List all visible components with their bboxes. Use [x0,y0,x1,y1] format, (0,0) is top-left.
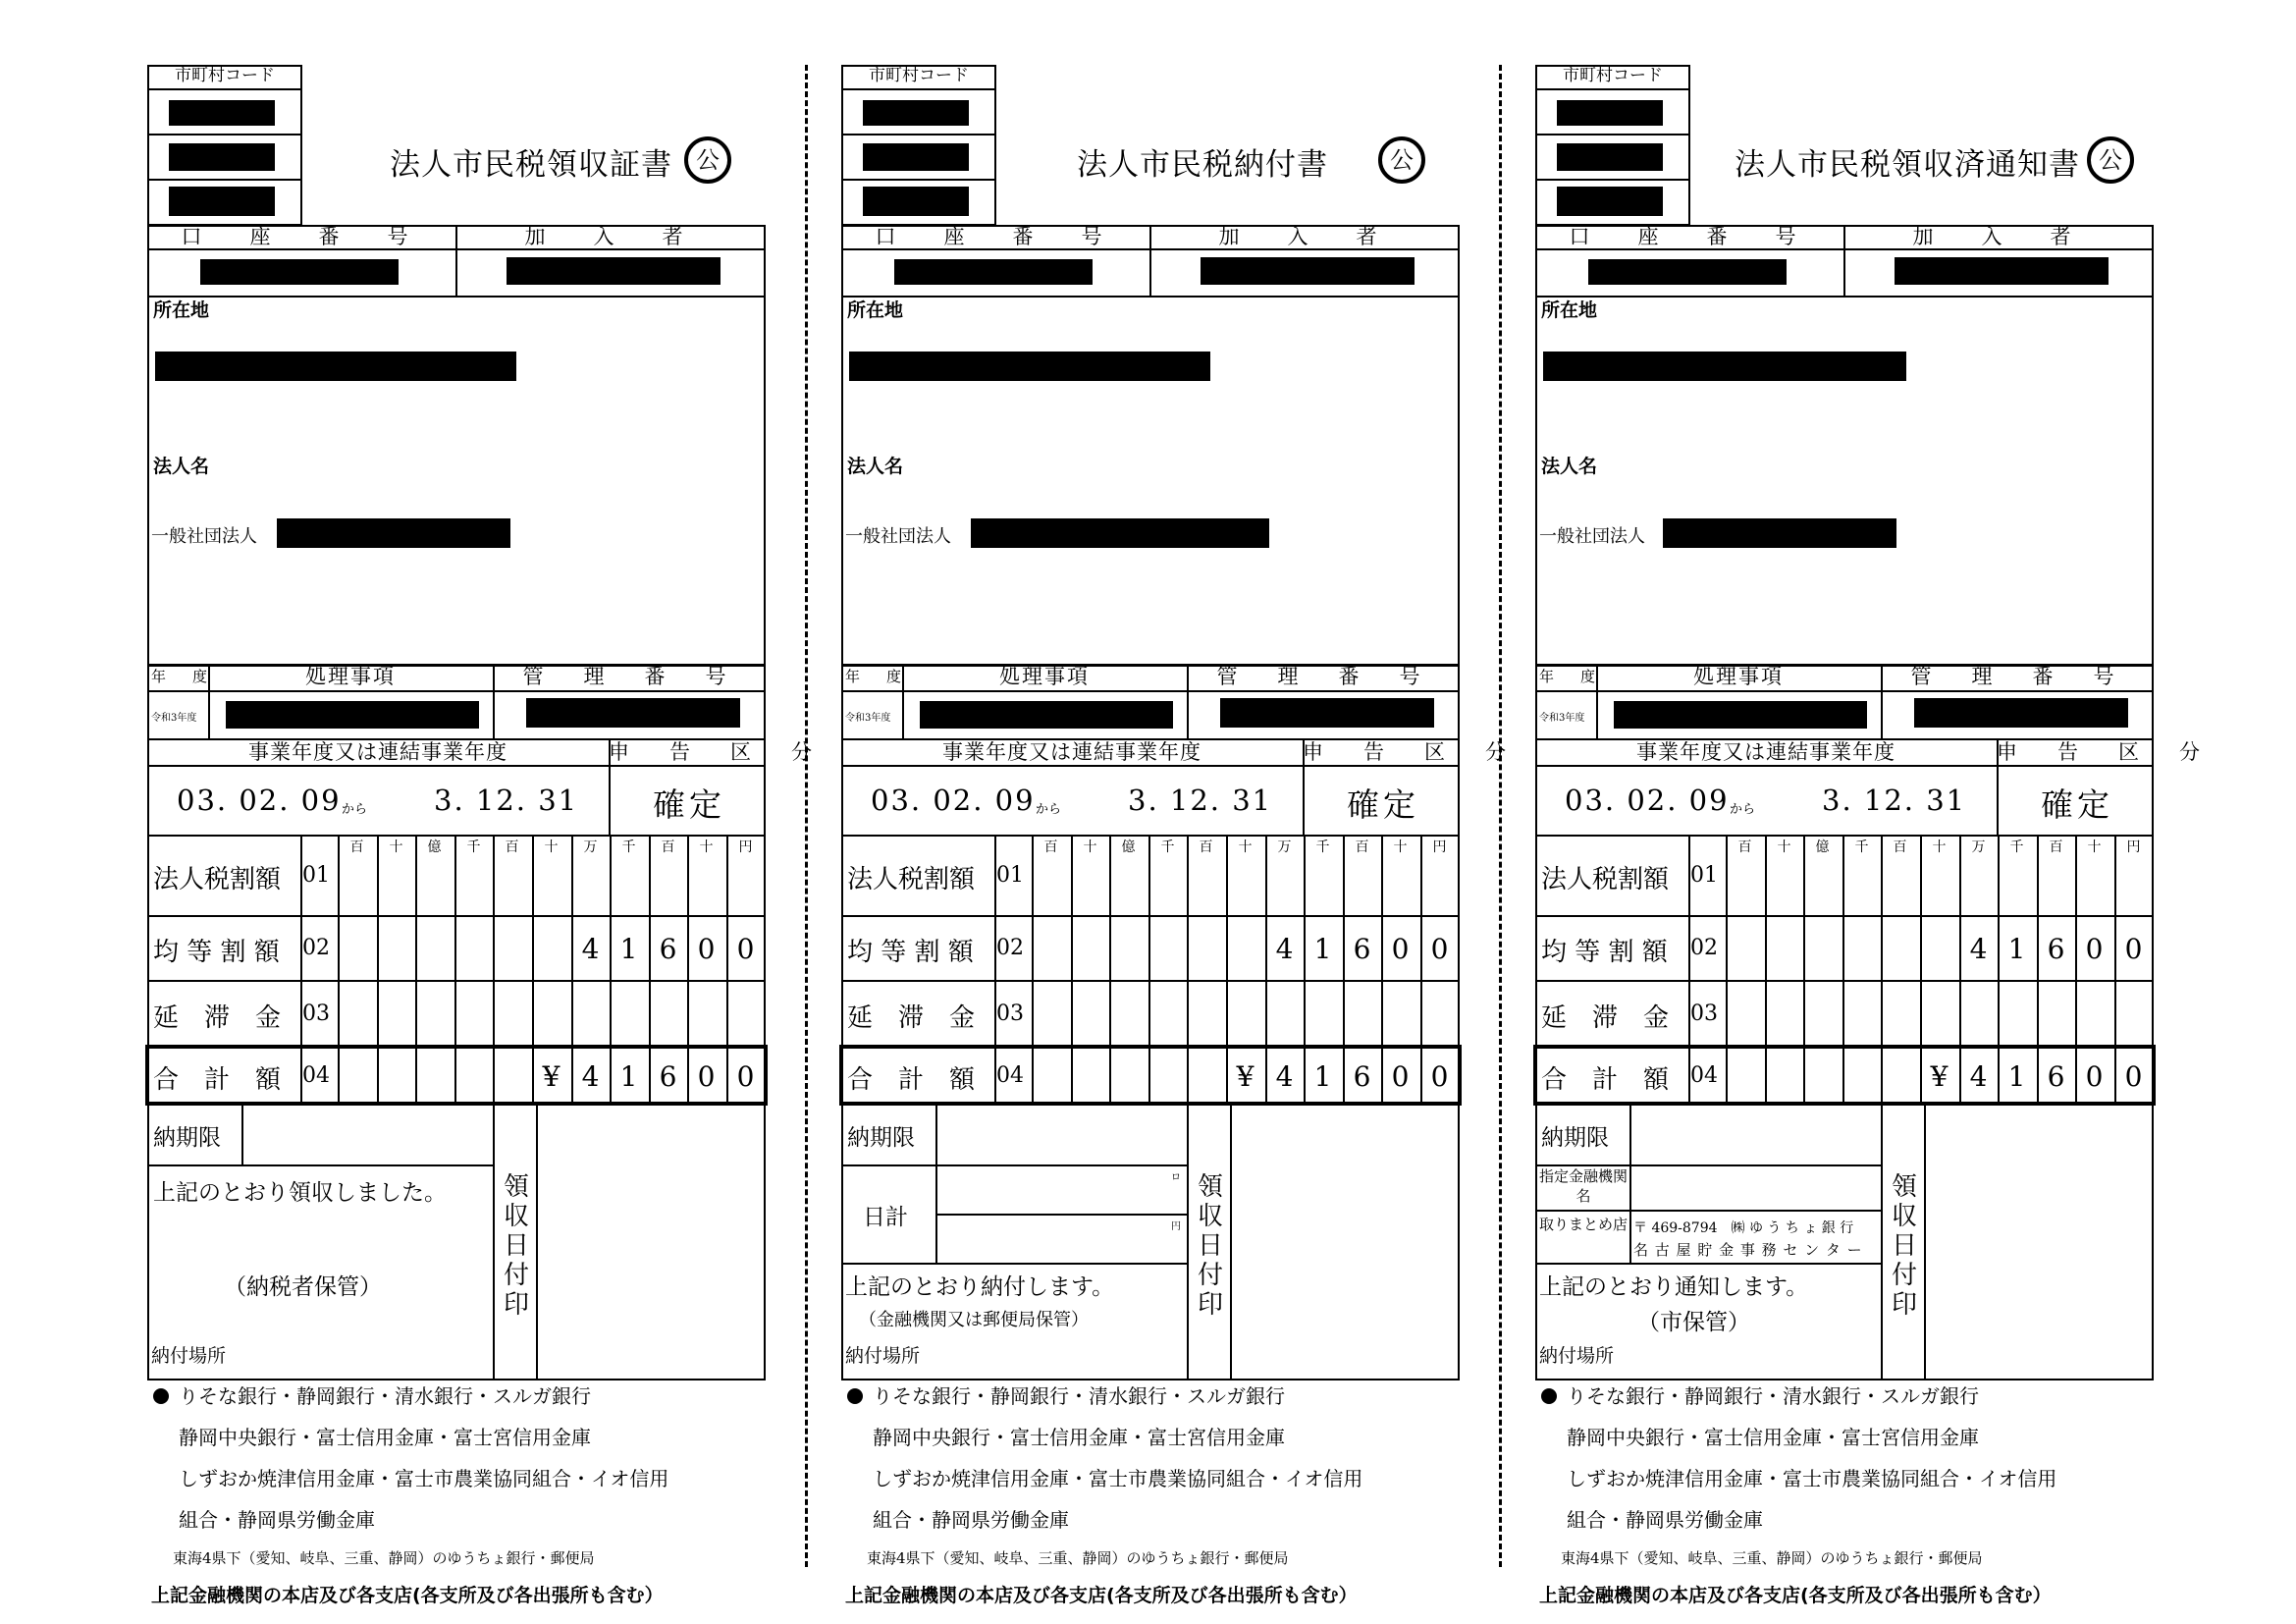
amount-row-number: 01 [996,863,1024,888]
amount-row-rule [841,980,1460,982]
amount-digit: 4 [581,1060,600,1093]
amount-digit: 0 [1391,933,1410,965]
city-code-rule [841,134,996,135]
amount-digit: 6 [1353,1060,1371,1093]
digit-unit-label: 百 [349,839,364,855]
payment-place-line: しずおか焼津信用金庫・富士市農業協同組合・イオ信用 [1567,1467,2057,1490]
payment-place-note: 上記金融機関の本店及び各支店(各支所及び各出張所も含む） [1539,1585,2052,1606]
period-from: 03. 02. 09 [177,784,342,817]
digit-unit-label: 百 [1043,839,1058,855]
official-seal-icon: 公 [2087,136,2134,184]
redacted-code [169,143,275,171]
amount-digit: 1 [619,1060,638,1093]
redacted-subscriber [1201,257,1415,285]
amount-row-rule [1535,980,2154,982]
year-rule [1535,690,2154,692]
amount-row-label: 均 等 割 額 [847,938,974,967]
digit-unit-label: 十 [1393,839,1408,855]
filing-value: 確定 [653,785,725,824]
payment-place-line: 静岡中央銀行・富士信用金庫・富士宮信用金庫 [179,1426,591,1449]
corp-prefix: 一般社団法人 [1539,526,1645,547]
digit-column-rule [377,835,379,1106]
deadline-rule [147,1164,495,1166]
daily-label: 日計 [863,1205,908,1230]
payment-place-line: 東海4県下（愛知、岐阜、三重、静岡）のゆうちょ銀行・郵便局 [173,1549,595,1567]
address-label: 所在地 [153,299,210,321]
amount-digit: 1 [2007,1060,2026,1093]
mgmt-header: 管 理 番 号 [1910,665,2124,688]
amount-row-rule [147,980,766,982]
mgmt-header: 管 理 番 号 [522,665,736,688]
amount-digit: 1 [2007,933,2026,965]
redacted-corp-name [971,518,1269,548]
period-rule [147,765,766,767]
digit-column-rule [1187,835,1189,1106]
statement: 上記のとおり納付します。 [845,1274,1115,1300]
redacted-code [863,100,969,126]
collect-office-label: 取りまとめ店 [1539,1216,1629,1233]
official-seal-icon: 公 [684,136,731,184]
year-rule [147,690,766,692]
city-code-rule [1535,88,1690,90]
digit-unit-label: 十 [1083,839,1097,855]
city-code-label: 市町村コード [1563,66,1663,85]
deadline-label: 納期限 [847,1125,915,1151]
item-header: 処理事項 [305,665,396,688]
digit-unit-label: 億 [427,839,442,855]
digit-unit-label: 円 [738,839,753,855]
digit-column-rule [1803,835,1805,1106]
statement: 上記のとおり通知します。 [1539,1274,1809,1300]
amount-row-number: 02 [996,936,1024,960]
amount-row-rule [1535,915,2154,917]
redacted-mgmt [1914,698,2128,728]
digit-unit-label: 千 [1854,839,1869,855]
period-to: 3. 12. 31 [1822,784,1967,817]
amount-row-number: 04 [1690,1063,1718,1088]
year-header: 年 度 [1539,668,1602,685]
period-to: 3. 12. 31 [1128,784,1273,817]
bullet-icon [153,1388,169,1404]
payment-place-line: 組合・静岡県労働金庫 [179,1508,375,1532]
redacted-address [849,352,1210,381]
period-from: 03. 02. 09 [1565,784,1730,817]
period-kara: から [1730,802,1756,817]
digit-unit-label: 百 [2049,839,2063,855]
amount-digit: 0 [2124,933,2143,965]
payment-place-note: 上記金融機関の本店及び各支店(各支所及び各出張所も含む） [151,1585,664,1606]
amount-digit: 0 [1391,1060,1410,1093]
amount-row-number: 01 [302,863,330,888]
city-code-rule [147,88,302,90]
digit-unit-label: 億 [1815,839,1830,855]
amount-digit: 4 [1969,1060,1988,1093]
subscriber-header: 加 入 者 [1912,225,2085,248]
designated-split [1629,1164,1631,1263]
payment-place-line: 組合・静岡県労働金庫 [873,1508,1069,1532]
payment-place-line: りそな銀行・静岡銀行・清水銀行・スルガ銀行 [873,1384,1285,1408]
unit-yen: 円 [1171,1221,1181,1232]
deadline-label: 納期限 [1541,1125,1609,1151]
amount-row-label: 法人税割額 [153,865,282,894]
stamp-split [1881,1104,1883,1380]
corp-name-label: 法人名 [153,456,210,477]
amount-digit: 6 [659,933,677,965]
redacted-address [1543,352,1906,381]
subscriber-header: 加 入 者 [1218,225,1391,248]
payment-place-line: りそな銀行・静岡銀行・清水銀行・スルガ銀行 [1567,1384,1979,1408]
digit-unit-label: 十 [389,839,403,855]
amount-digit: 4 [1275,933,1294,965]
amount-row-rule [147,915,766,917]
amount-row-number: 02 [1690,936,1718,960]
cut-line-1 [805,65,808,1567]
redacted-code [1557,100,1663,126]
corp-name-label: 法人名 [847,456,904,477]
amount-row-label: 法人税割額 [1541,865,1670,894]
deadline-split [935,1104,937,1164]
digit-unit-label: 十 [2087,839,2102,855]
redacted-code [863,187,969,216]
digit-unit-label: 十 [1777,839,1791,855]
payment-place-line: 組合・静岡県労働金庫 [1567,1508,1763,1532]
tax-slip-3 [1535,65,2210,1606]
period-header: 事業年度又は連結事業年度 [248,740,507,764]
stamp-split [493,1104,495,1380]
unit-ro: ロ [1171,1172,1181,1183]
official-seal-icon: 公 [1378,136,1425,184]
redacted-account [1588,259,1787,285]
digit-unit-label: 百 [1355,839,1369,855]
redacted-account [894,259,1093,285]
amount-digit: 0 [2085,933,2104,965]
amount-row-label: 延 滞 金 [1541,1003,1670,1033]
digit-unit-label: 億 [1121,839,1136,855]
amount-digit: 1 [619,933,638,965]
amount-no-split [1032,835,1034,1106]
digit-unit-label: 十 [544,839,559,855]
form-title: 法人市民税領収済通知書 [1735,147,2080,183]
period-to: 3. 12. 31 [434,784,579,817]
amount-digit: 4 [1969,933,1988,965]
city-code-rule [147,134,302,135]
payment-place-line: 静岡中央銀行・富士信用金庫・富士宮信用金庫 [1567,1426,1979,1449]
address-label: 所在地 [1541,299,1598,321]
payment-place-line: 静岡中央銀行・富士信用金庫・富士宮信用金庫 [873,1426,1285,1449]
bullet-icon [1541,1388,1557,1404]
corp-name-label: 法人名 [1541,456,1598,477]
bullet-icon [847,1388,863,1404]
amount-digit: 6 [2047,1060,2065,1093]
subscriber-header: 加 入 者 [524,225,697,248]
filing-header: 申 告 区 分 [1997,740,2210,764]
city-code-label: 市町村コード [175,66,275,85]
amount-digit: 0 [736,933,755,965]
digit-column-rule [493,835,495,1106]
amount-row-number: 04 [996,1063,1024,1088]
amount-digit: ¥ [1236,1060,1255,1093]
item-header: 処理事項 [999,665,1090,688]
digit-unit-label: 円 [1432,839,1447,855]
amount-digit: 0 [2085,1060,2104,1093]
period-rule [1535,765,2154,767]
amount-row-number: 03 [1690,1001,1718,1026]
payment-place-label: 納付場所 [845,1345,921,1367]
keeper: （納税者保管） [224,1274,382,1300]
digit-unit-label: 千 [1315,839,1330,855]
amount-digit: ¥ [1930,1060,1949,1093]
period-kara: から [342,802,368,817]
year-header: 年 度 [151,668,214,685]
redacted-code [169,100,275,126]
digit-unit-label: 十 [1932,839,1947,855]
digit-unit-label: 千 [2009,839,2024,855]
digit-column-rule [1881,835,1883,1106]
digit-unit-label: 千 [1160,839,1175,855]
amount-digit: 6 [2047,933,2065,965]
redacted-code [863,143,969,171]
digit-column-rule [454,835,456,1106]
city-code-rule [841,179,996,181]
digit-unit-label: 千 [466,839,481,855]
payment-place-note: 上記金融機関の本店及び各支店(各支所及び各出張所も含む） [845,1585,1358,1606]
city-code-rule [1535,134,1690,135]
corp-prefix: 一般社団法人 [151,526,257,547]
redacted-mgmt [1220,698,1434,728]
amount-digit: 1 [1313,933,1332,965]
year-value: 令和3年度 [1539,713,1585,724]
digit-unit-label: 円 [2126,839,2141,855]
redacted-code [1557,143,1663,171]
digit-unit-label: 百 [1893,839,1907,855]
redacted-code [1557,187,1663,216]
year-header: 年 度 [845,668,908,685]
statement: 上記のとおり領収しました。 [153,1180,447,1206]
period-header: 事業年度又は連結事業年度 [942,740,1201,764]
lower-box [841,1104,1460,1380]
redacted-subscriber [1895,257,2109,285]
stamp-split-2 [536,1104,538,1380]
amount-no-split [1726,835,1728,1106]
city-code-rule [147,179,302,181]
digit-unit-label: 万 [583,839,598,855]
year-value: 令和3年度 [151,713,197,724]
mgmt-header: 管 理 番 号 [1216,665,1430,688]
amount-digit: 6 [1353,933,1371,965]
amount-digit: ¥ [542,1060,561,1093]
address-label: 所在地 [847,299,904,321]
designated-bank-label: 指定金融機関名 [1539,1167,1629,1205]
receipt-date-stamp-label: 領収日付印 [1197,1172,1223,1320]
digit-unit-label: 万 [1971,839,1986,855]
designated-rule [1535,1210,1883,1212]
period-header: 事業年度又は連結事業年度 [1636,740,1896,764]
stamp-split-2 [1924,1104,1926,1380]
collect-rule [1535,1263,1883,1265]
filing-header: 申 告 区 分 [609,740,822,764]
lower-box [147,1104,766,1380]
amount-digit: 0 [736,1060,755,1093]
item-header: 処理事項 [1693,665,1784,688]
amount-row-label: 合 計 額 [847,1065,976,1095]
payment-place-line: 東海4県下（愛知、岐阜、三重、静岡）のゆうちょ銀行・郵便局 [1561,1549,1983,1567]
form-title: 法人市民税領収証書 [390,147,672,183]
amount-digit: 1 [1313,1060,1332,1093]
form-title: 法人市民税納付書 [1077,147,1328,183]
receipt-date-stamp-label: 領収日付印 [503,1172,529,1320]
cut-line-2 [1499,65,1502,1567]
amount-row-rule [841,915,1460,917]
redacted-item [1614,701,1867,729]
collect-address: 〒 469-8794 ㈱ ゆ う ち ょ 銀 行 [1633,1220,1854,1236]
redacted-subscriber [507,257,721,285]
amount-row-number: 03 [302,1001,330,1026]
period-kara: から [1036,802,1062,817]
daily-mid-rule [935,1214,1189,1216]
deadline-split [1629,1104,1631,1164]
digit-unit-label: 十 [699,839,714,855]
digit-column-rule [1765,835,1767,1106]
stamp-split-2 [1230,1104,1232,1380]
redacted-corp-name [1663,518,1896,548]
amount-row-label: 延 滞 金 [847,1003,976,1033]
payment-place-label: 納付場所 [1539,1345,1615,1367]
digit-unit-label: 千 [621,839,636,855]
collect-name: 名 古 屋 貯 金 事 務 セ ン タ ー [1633,1241,1863,1259]
digit-unit-label: 百 [1737,839,1752,855]
amount-digit: 0 [1430,933,1449,965]
amount-row-label: 均 等 割 額 [153,938,280,967]
amount-row-label: 延 滞 金 [153,1003,282,1033]
receipt-date-stamp-label: 領収日付印 [1891,1172,1917,1320]
amount-digit: 0 [697,933,716,965]
payment-place-line: しずおか焼津信用金庫・富士市農業協同組合・イオ信用 [179,1467,669,1490]
tax-slip-1 [147,65,822,1606]
period-from: 03. 02. 09 [871,784,1036,817]
deadline-split [241,1104,243,1164]
amount-row-label: 合 計 額 [153,1065,282,1095]
digit-unit-label: 十 [1238,839,1253,855]
digit-column-rule [415,835,417,1106]
payment-place-line: りそな銀行・静岡銀行・清水銀行・スルガ銀行 [179,1384,591,1408]
city-code-rule [841,88,996,90]
amount-row-label: 法人税割額 [847,865,976,894]
amount-digit: 0 [2124,1060,2143,1093]
amount-digit: 4 [1275,1060,1294,1093]
amount-row-label: 合 計 額 [1541,1065,1670,1095]
redacted-account [200,259,399,285]
tax-slip-2 [841,65,1516,1606]
amount-digit: 0 [697,1060,716,1093]
redacted-item [226,701,479,729]
amount-digit: 4 [581,933,600,965]
stamp-split [1187,1104,1189,1380]
year-rule [841,690,1460,692]
digit-unit-label: 百 [505,839,519,855]
amount-digit: 6 [659,1060,677,1093]
amount-row-number: 04 [302,1063,330,1088]
digit-column-rule [1109,835,1111,1106]
year-value: 令和3年度 [845,713,891,724]
redacted-code [169,187,275,216]
daily-rule [841,1263,1189,1265]
city-code-label: 市町村コード [869,66,969,85]
amount-row-number: 01 [1690,863,1718,888]
payment-place-line: 東海4県下（愛知、岐阜、三重、静岡）のゆうちょ銀行・郵便局 [867,1549,1289,1567]
payment-place-label: 納付場所 [151,1345,227,1367]
keeper: （市保管） [1637,1310,1750,1335]
redacted-address [155,352,516,381]
account-number-header: 口 座 番 号 [1569,225,1810,248]
amount-row-label: 均 等 割 額 [1541,938,1668,967]
amount-digit: 0 [1430,1060,1449,1093]
period-rule [841,765,1460,767]
redacted-mgmt [526,698,740,728]
digit-column-rule [1148,835,1150,1106]
digit-unit-label: 百 [661,839,675,855]
deadline-rule [841,1164,1189,1166]
redacted-corp-name [277,518,510,548]
account-number-header: 口 座 番 号 [875,225,1116,248]
payment-place-line: しずおか焼津信用金庫・富士市農業協同組合・イオ信用 [873,1467,1363,1490]
digit-unit-label: 百 [1199,839,1213,855]
amount-row-number: 03 [996,1001,1024,1026]
filing-value: 確定 [1347,785,1419,824]
corp-prefix: 一般社団法人 [845,526,951,547]
filing-value: 確定 [2041,785,2113,824]
redacted-item [920,701,1173,729]
city-code-rule [1535,179,1690,181]
amount-no-split [338,835,340,1106]
digit-column-rule [1071,835,1073,1106]
filing-header: 申 告 区 分 [1303,740,1516,764]
deadline-label: 納期限 [153,1125,221,1151]
keeper: （金融機関又は郵便局保管） [859,1310,1089,1330]
digit-unit-label: 万 [1277,839,1292,855]
account-number-header: 口 座 番 号 [181,225,422,248]
amount-row-number: 02 [302,936,330,960]
digit-column-rule [1842,835,1844,1106]
